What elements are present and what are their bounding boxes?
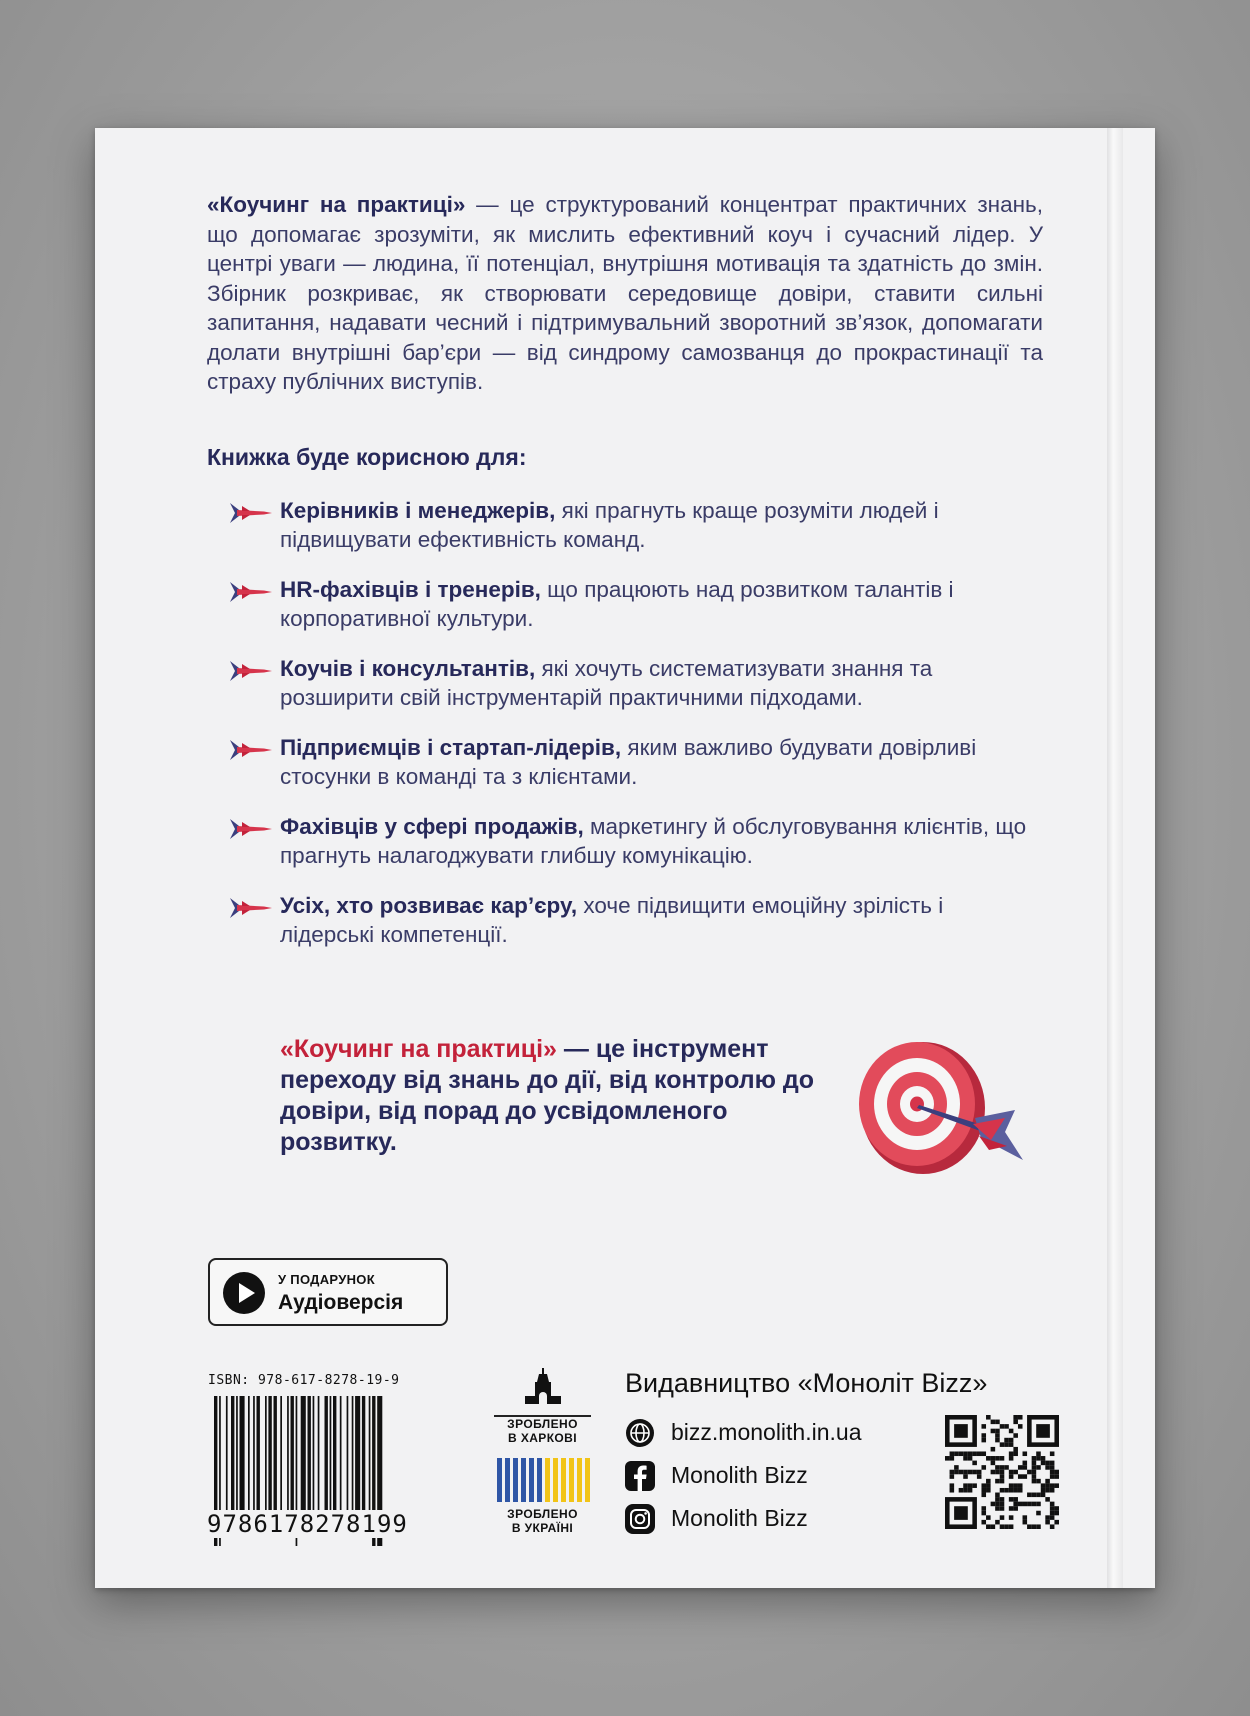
callout-title: «Коучинг на практиці» (280, 1035, 557, 1063)
qr-module (1023, 1520, 1028, 1525)
intro-title: «Коучинг на практиці» (207, 192, 466, 217)
qr-module (1036, 1493, 1041, 1498)
kharkiv-caption-2: В ХАРКОВІ (508, 1431, 577, 1445)
qr-module (995, 1506, 1000, 1511)
qr-module (963, 1470, 968, 1475)
qr-module (972, 1451, 977, 1456)
qr-module (981, 1493, 986, 1498)
qr-module (1036, 1502, 1041, 1507)
qr-module (1013, 1483, 1018, 1488)
audience-heading: Книжка буде корисною для: (207, 444, 527, 470)
qr-module (954, 1451, 959, 1456)
qr-module (1013, 1447, 1018, 1452)
qr-module (981, 1483, 986, 1488)
qr-module (1050, 1511, 1055, 1516)
dart-icon (230, 739, 272, 761)
qr-module (963, 1474, 968, 1479)
barcode-bar (355, 1396, 360, 1524)
barcode-bar (333, 1396, 336, 1524)
audience-list (230, 496, 1050, 970)
list-item (230, 654, 1050, 733)
qr-module (1009, 1474, 1014, 1479)
qr-module (981, 1424, 986, 1429)
item-rest: хоче підвищити емоційну зрілість і лідерські компетенції. (280, 893, 944, 947)
qr-module (1009, 1515, 1014, 1520)
dart-icon (230, 502, 272, 524)
qr-module (1000, 1442, 1005, 1447)
qr-module (950, 1470, 955, 1475)
qr-module (1032, 1524, 1037, 1529)
qr-module (995, 1502, 1000, 1507)
qr-module (1000, 1479, 1005, 1484)
qr-module (1013, 1488, 1018, 1493)
made-in-kharkiv-badge (490, 1368, 595, 1445)
qr-module (1036, 1451, 1041, 1456)
item-bold: Коучів і консультантів, (280, 656, 536, 681)
qr-module (981, 1451, 986, 1456)
qr-module (1045, 1465, 1050, 1470)
list-item (230, 891, 1050, 970)
barcode-bar (325, 1396, 328, 1524)
qr-module (1032, 1493, 1037, 1498)
qr-module (1041, 1493, 1046, 1498)
qr-module (963, 1456, 968, 1461)
qr-module (1004, 1438, 1009, 1443)
contact-text: Monolith Bizz (671, 1462, 808, 1488)
item-rest: маркетингу й обслуговування клієнтів, що прагнуть налагоджувати глибшу комунікацію. (280, 814, 1027, 868)
qr-module (968, 1470, 973, 1475)
qr-module (995, 1429, 1000, 1434)
ukraine-caption-1: ЗРОБЛЕНО (507, 1507, 578, 1521)
item-rest: яким важливо будувати довірливі стосунки в команді та з клієнтами. (280, 735, 977, 789)
qr-module (1018, 1415, 1023, 1420)
qr-module (1045, 1497, 1050, 1502)
qr-module (1023, 1465, 1028, 1470)
qr-module (1000, 1506, 1005, 1511)
qr-module (968, 1483, 973, 1488)
qr-module (1004, 1442, 1009, 1447)
qr-module (950, 1488, 955, 1493)
qr-module (1036, 1465, 1041, 1470)
qr-code (945, 1415, 1059, 1529)
barcode-bar (240, 1396, 245, 1524)
qr-module (1023, 1451, 1028, 1456)
qr-module (1013, 1497, 1018, 1502)
barcode-bar (280, 1396, 282, 1524)
qr-module (1050, 1465, 1055, 1470)
qr-module (1023, 1461, 1028, 1466)
qr-module (1013, 1502, 1018, 1507)
item-bold: Керівників і менеджерів, (280, 498, 556, 523)
qr-module (991, 1456, 996, 1461)
qr-module (1045, 1483, 1050, 1488)
dart-icon (230, 897, 272, 919)
qr-module (1041, 1456, 1046, 1461)
qr-module (1018, 1502, 1023, 1507)
qr-module (1009, 1470, 1014, 1475)
qr-module (991, 1524, 996, 1529)
qr-module (1032, 1456, 1037, 1461)
qr-module (1027, 1470, 1032, 1475)
dart-icon (230, 818, 272, 840)
qr-module (1036, 1479, 1041, 1484)
qr-module (1032, 1470, 1037, 1475)
qr-module (981, 1520, 986, 1525)
barcode-bar (231, 1396, 234, 1524)
qr-module (1009, 1483, 1014, 1488)
book-back-cover (95, 128, 1155, 1588)
qr-module (950, 1451, 955, 1456)
isbn-label: ISBN: 978-617-8278-19-9 (208, 1373, 400, 1388)
qr-module (995, 1433, 1000, 1438)
barcode-bar (347, 1396, 349, 1524)
qr-module (954, 1470, 959, 1475)
qr-module (1050, 1451, 1055, 1456)
qr-module (954, 1465, 959, 1470)
qr-module (1000, 1456, 1005, 1461)
qr-module (1018, 1488, 1023, 1493)
qr-module (981, 1488, 986, 1493)
qr-module (1054, 1483, 1059, 1488)
qr-module (1045, 1461, 1050, 1466)
qr-module (1004, 1524, 1009, 1529)
publisher-name: Видавництво «Моноліт Bizz» (625, 1368, 988, 1398)
qr-finder-core (1036, 1424, 1050, 1438)
qr-module (1013, 1433, 1018, 1438)
intro-paragraph (207, 190, 1043, 397)
qr-module (991, 1447, 996, 1452)
barcode-bar (248, 1396, 250, 1524)
qr-module (1041, 1483, 1046, 1488)
qr-module (1013, 1451, 1018, 1456)
item-bold: HR-фахівців і тренерів, (280, 577, 541, 602)
qr-module (1050, 1502, 1055, 1507)
kharkiv-building-icon (513, 1368, 573, 1410)
qr-module (986, 1415, 991, 1420)
qr-module (1050, 1470, 1055, 1475)
qr-finder-core (954, 1506, 968, 1520)
instagram-icon (625, 1504, 655, 1534)
qr-module (1023, 1474, 1028, 1479)
qr-module (950, 1474, 955, 1479)
qr-module (1032, 1474, 1037, 1479)
qr-module (959, 1470, 964, 1475)
qr-module (1054, 1470, 1059, 1475)
audio-badge-title: Аудіоверсія (278, 1291, 404, 1314)
qr-module (1000, 1474, 1005, 1479)
qr-module (1000, 1502, 1005, 1507)
qr-module (959, 1488, 964, 1493)
dart-icon (230, 581, 272, 603)
facebook-icon (625, 1461, 655, 1491)
barcode-bar (301, 1396, 306, 1524)
qr-module (1013, 1470, 1018, 1475)
barcode-number: 9786178278199 (207, 1510, 408, 1538)
barcode-bar (287, 1396, 289, 1524)
qr-module (995, 1497, 1000, 1502)
contact-text: bizz.monolith.in.ua (671, 1419, 862, 1445)
qr-module (1054, 1511, 1059, 1516)
qr-module (1027, 1524, 1032, 1529)
audio-version-badge (208, 1258, 448, 1326)
item-rest: які прагнуть краще розуміти людей і підвищувати ефективність команд. (280, 498, 939, 552)
qr-module (1009, 1438, 1014, 1443)
item-bold: Усіх, хто розвиває кар’єру, (280, 893, 578, 918)
list-item (230, 575, 1050, 654)
qr-module (1045, 1520, 1050, 1525)
list-item (230, 496, 1050, 575)
qr-module (981, 1465, 986, 1470)
qr-module (995, 1456, 1000, 1461)
qr-module (959, 1451, 964, 1456)
barcode-bar (352, 1396, 354, 1524)
qr-module (977, 1470, 982, 1475)
qr-module (1009, 1442, 1014, 1447)
qr-module (1050, 1506, 1055, 1511)
play-icon (222, 1271, 266, 1315)
list-item (230, 733, 1050, 812)
qr-module (1041, 1488, 1046, 1493)
qr-module (972, 1470, 977, 1475)
barcode-bar (318, 1396, 320, 1524)
barcode-bar (313, 1396, 315, 1524)
qr-module (1000, 1424, 1005, 1429)
barcode-bar (257, 1396, 260, 1524)
qr-module (1050, 1524, 1055, 1529)
barcode-bar (330, 1396, 332, 1524)
qr-module (972, 1461, 977, 1466)
qr-module (986, 1483, 991, 1488)
qr-module (1027, 1493, 1032, 1498)
qr-module (977, 1451, 982, 1456)
qr-module (1045, 1479, 1050, 1484)
qr-module (991, 1429, 996, 1434)
qr-finder-core (954, 1424, 968, 1438)
qr-module (991, 1461, 996, 1466)
qr-module (963, 1488, 968, 1493)
qr-module (1004, 1424, 1009, 1429)
callout-text (280, 1034, 840, 1158)
qr-module (1018, 1465, 1023, 1470)
barcode-bar (340, 1396, 342, 1524)
qr-module (1050, 1461, 1055, 1466)
audio-badge-small: У ПОДАРУНОК (278, 1272, 375, 1287)
qr-module (1000, 1515, 1005, 1520)
qr-module (1004, 1488, 1009, 1493)
barcode-bar (362, 1396, 365, 1524)
item-bold: Підприємців і стартап-лідерів, (280, 735, 622, 760)
qr-module (1032, 1461, 1037, 1466)
qr-module (950, 1483, 955, 1488)
qr-module (1054, 1506, 1059, 1511)
qr-module (1018, 1483, 1023, 1488)
qr-module (991, 1420, 996, 1425)
qr-module (1009, 1451, 1014, 1456)
qr-module (950, 1456, 955, 1461)
barcode-bar (253, 1396, 255, 1524)
qr-module (995, 1470, 1000, 1475)
made-in-ukraine-badge (490, 1458, 595, 1535)
qr-module (1023, 1515, 1028, 1520)
target-dart-icon (855, 1028, 1035, 1188)
qr-module (1013, 1506, 1018, 1511)
ukraine-caption-2: В УКРАЇНІ (511, 1521, 574, 1535)
qr-module (963, 1483, 968, 1488)
qr-module (995, 1438, 1000, 1443)
qr-module (995, 1493, 1000, 1498)
qr-module (1000, 1524, 1005, 1529)
barcode-bar (291, 1396, 294, 1524)
qr-module (995, 1465, 1000, 1470)
qr-module (1009, 1497, 1014, 1502)
dart-icon (230, 660, 272, 682)
qr-module (1009, 1488, 1014, 1493)
qr-module (1009, 1456, 1014, 1461)
qr-module (1000, 1465, 1005, 1470)
qr-module (1004, 1465, 1009, 1470)
barcode-bar (226, 1396, 228, 1524)
qr-module (945, 1456, 950, 1461)
qr-module (1036, 1456, 1041, 1461)
qr-module (968, 1488, 973, 1493)
qr-module (1050, 1515, 1055, 1520)
qr-module (1032, 1465, 1037, 1470)
qr-module (977, 1474, 982, 1479)
qr-module (1009, 1429, 1014, 1434)
barcode-bar (265, 1396, 267, 1524)
qr-module (986, 1515, 991, 1520)
qr-module (1023, 1502, 1028, 1507)
qr-module (1009, 1506, 1014, 1511)
qr-module (986, 1524, 991, 1529)
qr-module (972, 1483, 977, 1488)
qr-module (1036, 1524, 1041, 1529)
qr-module (995, 1479, 1000, 1484)
qr-module (1000, 1470, 1005, 1475)
list-item (230, 812, 1050, 891)
item-rest: що працюють над розвитком талантів і корпоративної культури. (280, 577, 954, 631)
globe-icon (625, 1418, 655, 1448)
qr-module (991, 1502, 996, 1507)
qr-module (1013, 1415, 1018, 1420)
qr-module (1032, 1479, 1037, 1484)
barcode-bar (268, 1396, 271, 1524)
qr-module (1009, 1524, 1014, 1529)
kharkiv-caption-1: ЗРОБЛЕНО (507, 1417, 578, 1431)
qr-module (1018, 1424, 1023, 1429)
qr-module (963, 1451, 968, 1456)
barcode-bar (369, 1396, 371, 1524)
qr-module (991, 1470, 996, 1475)
qr-module (968, 1456, 973, 1461)
qr-module (1018, 1474, 1023, 1479)
qr-module (1050, 1483, 1055, 1488)
qr-module (1027, 1502, 1032, 1507)
cover-fold (1107, 128, 1123, 1588)
barcode-bar (308, 1396, 311, 1524)
qr-module (981, 1433, 986, 1438)
qr-module (981, 1438, 986, 1443)
qr-module (1000, 1497, 1005, 1502)
qr-module (1000, 1488, 1005, 1493)
qr-module (986, 1456, 991, 1461)
qr-module (981, 1511, 986, 1516)
qr-module (968, 1451, 973, 1456)
item-bold: Фахівців у сфері продажів, (280, 814, 584, 839)
qr-module (981, 1506, 986, 1511)
contact-text: Monolith Bizz (671, 1505, 808, 1531)
qr-module (1054, 1520, 1059, 1525)
ukraine-flag-bars-icon (495, 1458, 591, 1502)
qr-module (995, 1520, 1000, 1525)
callout-rest: — це інструмент переходу від знань до дії, від контролю до довіри, від порад до усвідомленого розвитку. (280, 1035, 815, 1156)
barcode-bar (274, 1396, 277, 1524)
qr-module (995, 1420, 1000, 1425)
intro-text: — це структурований концентрат практичних знань, що допомагає зрозуміти, як мислить ефективний коуч і сучасний лідер. У центрі уваги — людина, її потенціал, внутрішня мотивація та здатність до змін. Збірник розкриває, як створювати середовище довіри, ставити сильні запитання, надавати чесний і підтримувальний зворотний зв’язок, допомагати долати внутрішні бар’єри — від синдрому самозванця до прокрастинації та страху публічних виступів. (207, 192, 1043, 394)
qr-module (1036, 1511, 1041, 1516)
barcode-bar (236, 1396, 238, 1524)
qr-module (1032, 1502, 1037, 1507)
qr-module (1013, 1420, 1018, 1425)
qr-module (1054, 1474, 1059, 1479)
qr-module (1045, 1488, 1050, 1493)
qr-module (1050, 1488, 1055, 1493)
qr-module (1045, 1515, 1050, 1520)
qr-module (1041, 1461, 1046, 1466)
item-rest: які хочуть систематизувати знання та розширити свій інструментарій практичними підходами. (280, 656, 933, 710)
qr-module (1050, 1474, 1055, 1479)
qr-module (986, 1488, 991, 1493)
qr-module (986, 1479, 991, 1484)
